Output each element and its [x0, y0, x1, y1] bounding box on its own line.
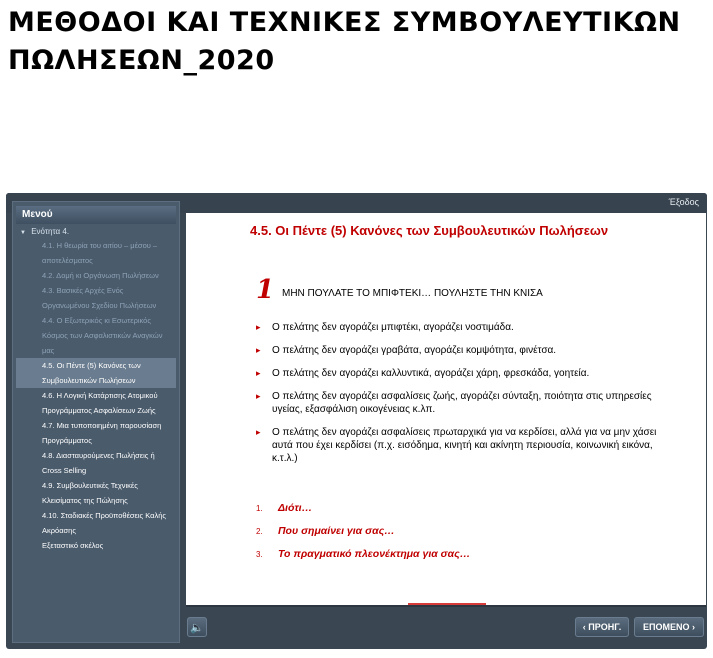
- bullet-item: ▸ Ο πελάτης δεν αγοράζει γραβάτα, αγοράζει κομψότητα, φινέτσα.: [254, 344, 674, 357]
- collapse-triangle-icon: ▼: [20, 230, 26, 236]
- page-title-line1: ΜΕΘΟΔΟΙ ΚΑΙ ΤΕΧΝΙΚΕΣ ΣΥΜΒΟΥΛΕΥΤΙΚΩΝ: [8, 7, 681, 38]
- menu-section-4[interactable]: [16, 226, 176, 238]
- reason-number: 1.: [256, 504, 263, 513]
- bullet-item: ▸ Ο πελάτης δεν αγοράζει μπιφτέκι, αγοράζει νοστιμάδα.: [254, 321, 674, 334]
- menu-section-label: Ενότητα 4.: [31, 227, 70, 236]
- reason-text: Που σημαίνει για σας…: [278, 525, 395, 537]
- reason-number: 3.: [256, 550, 263, 559]
- speaker-icon: 🔈: [190, 622, 204, 634]
- menu-sidebar: [12, 201, 180, 643]
- rule-text: ΜΗΝ ΠΟΥΛΑΤΕ ΤΟ ΜΠΙΦΤΕΚΙ… ΠΟΥΛΗΣΤΕ ΤΗΝ ΚΝΙΣΑ: [282, 288, 543, 299]
- next-button[interactable]: ΕΠΟΜΕΝΟ ›: [634, 617, 704, 637]
- reason-text: Διότι…: [278, 502, 313, 514]
- progress-bar[interactable]: [186, 605, 706, 607]
- menu-item[interactable]: 4.10. Σταδιακές Προϋποθέσεις Καλής Ακρόασης: [42, 511, 167, 535]
- bullet-item: ▸ Ο πελάτης δεν αγοράζει ασφαλίσεις πρωταρχικά για να κερδίσει, αλλά για να μην χάσει αυτά που έχει κερδίσει (π.χ. εισόδημα, κινητή και ακίνητη περιουσία, κοινωνική εικόνα, κ.τ.λ.): [254, 426, 674, 465]
- menu-item[interactable]: 4.3. Βασικές Αρχές Ενός Οργανωμένου Σχεδίου Πωλήσεων: [42, 286, 157, 310]
- rule-number: 1: [256, 275, 275, 305]
- menu-item[interactable]: 4.5. Οι Πέντε (5) Κανόνες των Συμβουλευτικών Πωλήσεων: [16, 358, 176, 388]
- reason-number: 2.: [256, 527, 263, 536]
- menu-item[interactable]: 4.8. Διασταυρούμενες Πωλήσεις ή Cross Selling: [42, 451, 155, 475]
- reason-item: [256, 497, 656, 520]
- bullet-list: [254, 321, 674, 475]
- reason-text: Το πραγματικό πλεονέκτημα για σας…: [278, 548, 471, 560]
- menu-item[interactable]: 4.9. Συμβουλευτικές Τεχνικές Κλεισίματος της Πώλησης: [42, 481, 138, 505]
- menu-item[interactable]: 4.1. Η θεωρία του αιτίου – μέσου – αποτελέσματος: [42, 241, 158, 265]
- reason-item: [256, 520, 656, 543]
- audio-button[interactable]: [187, 617, 207, 637]
- page-title: [8, 4, 708, 80]
- exit-button[interactable]: Έξοδος: [668, 197, 699, 207]
- menu-item[interactable]: Εξεταστικό σκέλος: [42, 541, 104, 550]
- reason-item: [256, 543, 656, 566]
- slide-title: 4.5. Οι Πέντε (5) Κανόνες των Συμβουλευτικών Πωλήσεων: [250, 223, 609, 238]
- menu-item[interactable]: 4.4. Ο Εξωτερικός κι Εσωτερικός Κόσμος των Ασφαλιστικών Αναγκών μας: [42, 316, 163, 355]
- slide-content: [186, 213, 706, 605]
- page-title-line2: ΠΩΛΗΣΕΩΝ_2020: [8, 45, 275, 76]
- menu-tab[interactable]: Μενού: [16, 206, 176, 224]
- course-player: [6, 193, 707, 649]
- bullet-item: ▸ Ο πελάτης δεν αγοράζει καλλυντικά, αγοράζει χάρη, φρεσκάδα, γοητεία.: [254, 367, 674, 380]
- reasons-list: [256, 497, 656, 566]
- menu-item[interactable]: 4.6. Η Λογική Κατάρτισης Ατομικού Προγράμματος Ασφαλίσεων Ζωής: [42, 391, 158, 415]
- menu-list: [16, 226, 176, 553]
- menu-item[interactable]: 4.2. Δομή κι Οργάνωση Πωλήσεων: [42, 271, 159, 280]
- bullet-item: ▸ Ο πελάτης δεν αγοράζει ασφαλίσεις ζωής, αγοράζει σύνταξη, ποιότητα στις υπηρεσίες υγείας, εξασφάλιση οικογένειας κ.λπ.: [254, 390, 674, 416]
- menu-item[interactable]: 4.7. Μια τυποποιημένη παρουσίαση Προγράμματος: [42, 421, 162, 445]
- prev-button[interactable]: ‹ ΠΡΟΗΓ.: [575, 617, 629, 637]
